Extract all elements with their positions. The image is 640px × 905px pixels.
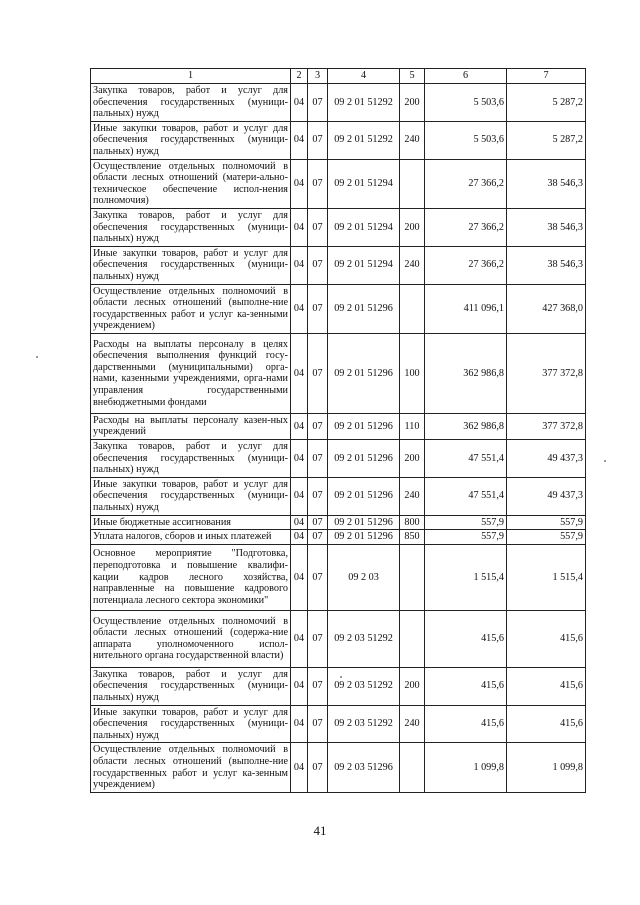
row-amount-2-cell: 377 372,8	[507, 413, 586, 439]
row-target-code-cell: 09 2 01 51296	[328, 284, 400, 333]
row-target-code-cell: 09 2 03 51292	[328, 667, 400, 705]
row-name-cell: Расходы на выплаты персоналу в целях обеспечения выполнения функций госу-дарственными (муниципальными) орга-нами, казенными учреждениями, орга-нами управления государственными внебюджетными фондами	[91, 333, 291, 413]
row-target-code-cell: 09 2 03 51296	[328, 743, 400, 792]
row-subsection-cell: 07	[308, 610, 328, 667]
header-cell-2: 2	[291, 69, 308, 84]
row-target-code-cell: 09 2 01 51294	[328, 208, 400, 246]
row-target-code-cell: 09 2 03 51292	[328, 610, 400, 667]
row-amount-2-cell: 5 287,2	[507, 121, 586, 159]
row-target-code-cell: 09 2 01 51296	[328, 530, 400, 545]
row-subsection-cell: 07	[308, 477, 328, 515]
row-subsection-cell: 07	[308, 530, 328, 545]
row-expense-type-cell	[400, 743, 425, 792]
row-subsection-cell: 07	[308, 667, 328, 705]
table-row	[91, 246, 586, 284]
table-row	[91, 705, 586, 743]
row-expense-type-cell: 200	[400, 208, 425, 246]
row-name-cell: Уплата налогов, сборов и иных платежей	[91, 530, 291, 545]
row-expense-type-cell: 850	[400, 530, 425, 545]
row-amount-1-cell: 362 986,8	[425, 333, 507, 413]
row-target-code-cell: 09 2 01 51292	[328, 84, 400, 122]
row-name-cell: Иные бюджетные ассигнования	[91, 515, 291, 530]
row-subsection-cell: 07	[308, 159, 328, 208]
header-cell-1: 1	[91, 69, 291, 84]
row-amount-2-cell: 38 546,3	[507, 246, 586, 284]
row-target-code-cell: 09 2 01 51292	[328, 121, 400, 159]
row-expense-type-cell: 100	[400, 333, 425, 413]
header-cell-6: 6	[425, 69, 507, 84]
row-amount-1-cell: 411 096,1	[425, 284, 507, 333]
row-target-code-cell: 09 2 01 51296	[328, 440, 400, 478]
row-expense-type-cell: 800	[400, 515, 425, 530]
row-amount-2-cell: 557,9	[507, 515, 586, 530]
page-number: 41	[313, 823, 327, 838]
row-target-code-cell: 09 2 01 51294	[328, 159, 400, 208]
row-name-cell: Осуществление отдельных полномочий в области лесных отношений (содержа-ние аппарата уполномоченного испол-нительного органа государственной власти)	[91, 610, 291, 667]
row-target-code-cell: 09 2 01 51296	[328, 515, 400, 530]
table-row	[91, 208, 586, 246]
row-name-cell: Основное мероприятие "Подготовка, переподготовка и повышение квалифи-кации кадров лесного хозяйства, направленные на повышение кадрового потенциала лесного сектора экономики"	[91, 544, 291, 610]
row-expense-type-cell	[400, 544, 425, 610]
row-section-cell: 04	[291, 440, 308, 478]
row-amount-2-cell: 1 099,8	[507, 743, 586, 792]
header-cell-5: 5	[400, 69, 425, 84]
row-amount-1-cell: 5 503,6	[425, 121, 507, 159]
table-row	[91, 530, 586, 545]
row-name-cell: Закупка товаров, работ и услуг для обеспечения государственных (муници-пальных) нужд	[91, 440, 291, 478]
table-row	[91, 667, 586, 705]
row-amount-1-cell: 27 366,2	[425, 208, 507, 246]
table-row	[91, 440, 586, 478]
scan-speck	[36, 356, 38, 358]
row-subsection-cell: 07	[308, 246, 328, 284]
budget-table	[90, 68, 586, 793]
row-section-cell: 04	[291, 610, 308, 667]
row-target-code-cell: 09 2 03	[328, 544, 400, 610]
row-section-cell: 04	[291, 159, 308, 208]
row-target-code-cell: 09 2 01 51294	[328, 246, 400, 284]
row-target-code-cell: 09 2 01 51296	[328, 413, 400, 439]
table-row	[91, 610, 586, 667]
row-section-cell: 04	[291, 413, 308, 439]
row-amount-1-cell: 5 503,6	[425, 84, 507, 122]
row-expense-type-cell: 200	[400, 84, 425, 122]
row-subsection-cell: 07	[308, 121, 328, 159]
row-amount-1-cell: 1 099,8	[425, 743, 507, 792]
row-target-code-cell: 09 2 01 51296	[328, 477, 400, 515]
row-name-cell: Осуществление отдельных полномочий в области лесных отношений (выполне-ние государственных работ и услуг ка-зенными учреждением)	[91, 284, 291, 333]
row-section-cell: 04	[291, 743, 308, 792]
row-target-code-cell: 09 2 03 51292	[328, 705, 400, 743]
row-amount-2-cell: 415,6	[507, 667, 586, 705]
scan-speck	[604, 460, 606, 462]
row-name-cell: Закупка товаров, работ и услуг для обеспечения государственных (муници-пальных) нужд	[91, 84, 291, 122]
table-row	[91, 121, 586, 159]
row-amount-1-cell: 415,6	[425, 705, 507, 743]
row-amount-1-cell: 415,6	[425, 667, 507, 705]
table-row	[91, 477, 586, 515]
row-amount-1-cell: 557,9	[425, 515, 507, 530]
row-expense-type-cell: 240	[400, 477, 425, 515]
row-name-cell: Иные закупки товаров, работ и услуг для обеспечения государственных (муници-пальных) нужд	[91, 477, 291, 515]
row-expense-type-cell: 240	[400, 705, 425, 743]
row-amount-1-cell: 47 551,4	[425, 440, 507, 478]
row-amount-1-cell: 557,9	[425, 530, 507, 545]
row-amount-2-cell: 49 437,3	[507, 477, 586, 515]
row-name-cell: Осуществление отдельных полномочий в области лесных отношений (выполне-ние государственных работ и услуг ка-зенным учреждением)	[91, 743, 291, 792]
row-section-cell: 04	[291, 84, 308, 122]
row-amount-2-cell: 38 546,3	[507, 208, 586, 246]
row-section-cell: 04	[291, 208, 308, 246]
header-cell-3: 3	[308, 69, 328, 84]
row-section-cell: 04	[291, 530, 308, 545]
row-expense-type-cell: 240	[400, 246, 425, 284]
row-amount-2-cell: 377 372,8	[507, 333, 586, 413]
row-subsection-cell: 07	[308, 84, 328, 122]
table-row	[91, 284, 586, 333]
row-subsection-cell: 07	[308, 333, 328, 413]
row-name-cell: Закупка товаров, работ и услуг для обеспечения государственных (муници-пальных) нужд	[91, 208, 291, 246]
row-subsection-cell: 07	[308, 440, 328, 478]
header-cell-4: 4	[328, 69, 400, 84]
row-expense-type-cell	[400, 159, 425, 208]
row-section-cell: 04	[291, 667, 308, 705]
row-amount-1-cell: 415,6	[425, 610, 507, 667]
row-subsection-cell: 07	[308, 515, 328, 530]
scan-speck	[340, 676, 342, 678]
row-subsection-cell: 07	[308, 705, 328, 743]
header-cell-7: 7	[507, 69, 586, 84]
row-name-cell: Расходы на выплаты персоналу казен-ных учреждений	[91, 413, 291, 439]
row-name-cell: Иные закупки товаров, работ и услуг для обеспечения государственных (муници-пальных) нужд	[91, 705, 291, 743]
table-row	[91, 333, 586, 413]
table-header-row	[91, 69, 586, 84]
row-amount-1-cell: 27 366,2	[425, 246, 507, 284]
row-name-cell: Закупка товаров, работ и услуг для обеспечения государственных (муници-пальных) нужд	[91, 667, 291, 705]
row-section-cell: 04	[291, 515, 308, 530]
row-section-cell: 04	[291, 544, 308, 610]
table-row	[91, 84, 586, 122]
row-section-cell: 04	[291, 246, 308, 284]
row-expense-type-cell: 200	[400, 667, 425, 705]
row-name-cell: Иные закупки товаров, работ и услуг для обеспечения государственных (муници-пальных) нужд	[91, 121, 291, 159]
row-subsection-cell: 07	[308, 208, 328, 246]
table-row	[91, 544, 586, 610]
row-expense-type-cell: 110	[400, 413, 425, 439]
row-amount-1-cell: 1 515,4	[425, 544, 507, 610]
row-section-cell: 04	[291, 705, 308, 743]
row-name-cell: Иные закупки товаров, работ и услуг для обеспечения государственных (муници-пальных) нужд	[91, 246, 291, 284]
table-row	[91, 159, 586, 208]
row-subsection-cell: 07	[308, 743, 328, 792]
row-expense-type-cell: 240	[400, 121, 425, 159]
table-row	[91, 743, 586, 792]
row-amount-2-cell: 415,6	[507, 610, 586, 667]
row-target-code-cell: 09 2 01 51296	[328, 333, 400, 413]
row-name-cell: Осуществление отдельных полномочий в области лесных отношений (матери-ально-техническое обеспечение испол-нения полномочия)	[91, 159, 291, 208]
row-expense-type-cell: 200	[400, 440, 425, 478]
row-amount-2-cell: 427 368,0	[507, 284, 586, 333]
row-expense-type-cell	[400, 610, 425, 667]
row-amount-2-cell: 38 546,3	[507, 159, 586, 208]
table-row	[91, 413, 586, 439]
row-section-cell: 04	[291, 284, 308, 333]
row-amount-2-cell: 557,9	[507, 530, 586, 545]
row-subsection-cell: 07	[308, 413, 328, 439]
row-amount-1-cell: 362 986,8	[425, 413, 507, 439]
row-subsection-cell: 07	[308, 544, 328, 610]
table-body	[91, 84, 586, 793]
table-row	[91, 515, 586, 530]
row-amount-2-cell: 415,6	[507, 705, 586, 743]
row-amount-2-cell: 49 437,3	[507, 440, 586, 478]
row-expense-type-cell	[400, 284, 425, 333]
row-section-cell: 04	[291, 121, 308, 159]
row-amount-2-cell: 1 515,4	[507, 544, 586, 610]
row-subsection-cell: 07	[308, 284, 328, 333]
row-section-cell: 04	[291, 477, 308, 515]
row-amount-1-cell: 27 366,2	[425, 159, 507, 208]
row-amount-1-cell: 47 551,4	[425, 477, 507, 515]
row-section-cell: 04	[291, 333, 308, 413]
row-amount-2-cell: 5 287,2	[507, 84, 586, 122]
